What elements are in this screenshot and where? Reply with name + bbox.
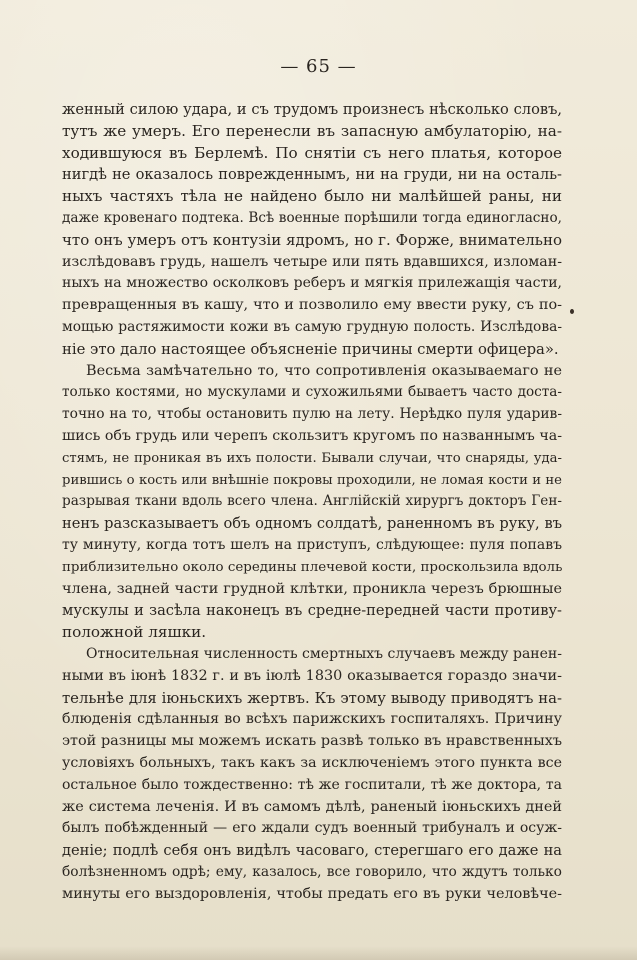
text-line: минуты его выздоровленія, чтобы предать его въ руки человѣче- (62, 885, 562, 902)
text-line: ныхъ на множество осколковъ реберъ и мягкія прилежащія части, (62, 275, 562, 292)
text-line: рившись о кость или внѣшніе покровы проходили, не ломая кости и не (62, 472, 562, 488)
text-line: что онъ умеръ отъ контузіи ядромъ, но г. Форже, внимательно (62, 230, 562, 249)
ink-spot (570, 309, 574, 314)
text-line: только костями, но мускулами и сухожильями бываетъ часто доста- (62, 384, 562, 401)
text-line: шись объ грудь или черепъ скользитъ кругомъ по названнымъ ча- (62, 427, 562, 444)
text-line: женный силою удара, и съ трудомъ произнесъ нѣсколько словъ, (62, 101, 562, 118)
text-line: разрывая ткани вдоль всего члена. Англійскій хирургъ докторъ Ген- (62, 493, 562, 510)
text-line: тутъ же умеръ. Его перенесли въ запасную амбулаторію, на- (62, 121, 562, 140)
text-line: точно на то, чтобы остановить пулю на лету. Нерѣдко пуля ударив- (62, 406, 562, 423)
text-line: члена, задней части грудной клѣтки, проникла черезъ брюшные (62, 580, 562, 597)
text-line: приблизительно около середины плечевой кости, проскользила вдоль (62, 559, 562, 575)
text-line: нигдѣ не оказалось поврежденнымъ, ни на груди, ни на осталь- (62, 166, 562, 184)
text-line: ными въ іюнѣ 1832 г. и въ іюлѣ 1830 оказывается гораздо значи- (62, 667, 562, 684)
text-line: ходившуюся въ Берлемѣ. По снятіи съ него платья, которое (62, 143, 562, 162)
text-line: же система леченія. И въ самомъ дѣлѣ, раненый іюньскихъ дней (62, 798, 562, 815)
text-line: ныхъ частяхъ тѣла не найдено было ни малѣйшей раны, ни (62, 187, 562, 206)
text-line: ніе это дало настоящее объясненіе причины смерти офицера». (62, 340, 559, 358)
page-bottom-edge (0, 946, 637, 960)
text-line: Весьма замѣчательно то, что сопротивленія оказываемаго не (86, 362, 562, 379)
text-line: Относительная численность смертныхъ случаевъ между ранен- (86, 645, 562, 662)
text-line: даже кровенаго подтека. Всѣ военные порѣшили тогда единогласно, (62, 209, 562, 226)
text-line: ненъ разсказываетъ объ одномъ солдатѣ, раненномъ въ руку, въ (62, 515, 562, 533)
text-line: положной ляшки. (62, 623, 207, 642)
text-line: тельнѣе для іюньскихъ жертвъ. Къ этому выводу приводятъ на- (62, 689, 562, 707)
text-line: ту минуту, когда тотъ шелъ на приступъ, слѣдующее: пуля попавъ (62, 536, 562, 553)
text-line: блюденія сдѣланныя во всѣхъ парижскихъ госпиталяхъ. Причину (62, 711, 562, 728)
text-line: мощью растяжимости кожи въ самую грудную полость. Изслѣдова- (62, 318, 562, 335)
text-line: изслѣдовавъ грудь, нашелъ четыре или пять вдавшихся, изломан- (62, 253, 562, 270)
text-line: болѣзненномъ одрѣ; ему, казалось, все говорило, что ждутъ только (62, 863, 562, 880)
text-line: деніе; подлѣ себя онъ видѣлъ часоваго, стерегшаго его даже на (62, 842, 562, 860)
text-line: превращенныя въ кашу, что и позволило ему ввести руку, съ по- (62, 297, 562, 314)
text-line: былъ побѣжденный — его ждали судъ военный трибуналъ и осуж- (62, 820, 562, 837)
text-line: условіяхъ больныхъ, такъ какъ за исключеніемъ этого пункта все (62, 754, 562, 771)
text-line: стямъ, не проникая въ ихъ полости. Бывали случаи, что снаряды, уда- (62, 450, 562, 466)
text-line: остальное было тождественно: тѣ же госпитали, тѣ же доктора, та (62, 776, 562, 793)
page-number: — 65 — (280, 56, 357, 77)
text-line: этой разницы мы можемъ искать развѣ только въ нравственныхъ (62, 733, 562, 750)
body-text (62, 99, 562, 905)
text-line: мускулы и засѣла наконецъ въ средне-передней части противу- (62, 602, 562, 620)
